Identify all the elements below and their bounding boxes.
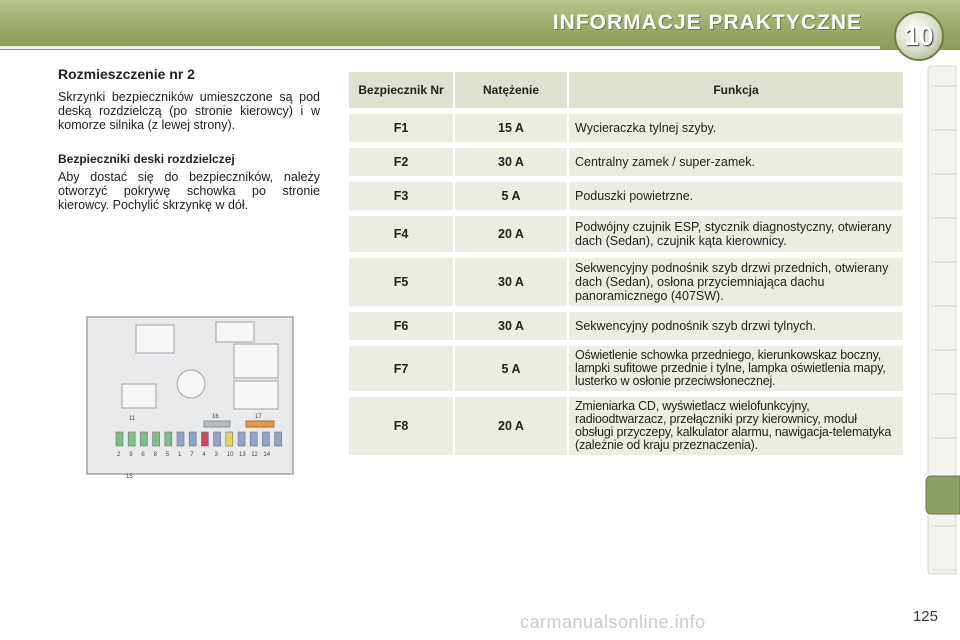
fuse-amperage: 30 A — [455, 258, 567, 306]
fuse-amperage: 30 A — [455, 148, 567, 176]
fuse-amperage: 15 A — [455, 114, 567, 142]
fuse-function: Sekwencyjny podnośnik szyb drzwi tylnych. — [569, 312, 903, 340]
fuse-slot-label: 10 — [226, 452, 234, 458]
fuse-function: Wycieraczka tylnej szyby. — [569, 114, 903, 142]
intro-paragraph: Skrzynki bezpieczników umieszczone są pod deską rozdzielczą (po stronie kierowcy) i w komorze silnika (z lewej strony). — [58, 90, 320, 132]
fuse-slot — [116, 432, 123, 446]
fuse-label-11: 11 — [129, 416, 136, 422]
fuse-number: F7 — [349, 346, 453, 391]
table-row — [349, 148, 903, 176]
fuse-slot — [165, 432, 172, 446]
fuse-amperage: 20 A — [455, 216, 567, 252]
fuse-table — [347, 66, 905, 461]
fuse-function: Sekwencyjny podnośnik szyb drzwi przednich, otwierany dach (Sedan), osłona przyciemniająca dachu panoramicznego (407SW). — [569, 258, 903, 306]
fuse-slot — [226, 432, 233, 446]
fuse-slot-label: 5 — [165, 452, 170, 458]
fuse-function: Oświetlenie schowka przedniego, kierunkowskaz boczny, lampki sufitowe przednie i tylne, lampka oświetlenia mapy, lusterko w osłonie przeciwsłonecznej. — [569, 346, 903, 391]
fuse-box-diagram — [86, 314, 294, 480]
fuse-amperage: 5 A — [455, 346, 567, 391]
table-header-row — [349, 72, 903, 108]
fuse-slot-label: 3 — [214, 452, 218, 458]
relay-left — [122, 384, 156, 408]
fuse-function: Centralny zamek / super-zamek. — [569, 148, 903, 176]
header-divider — [0, 46, 880, 49]
chapter-tabs[interactable] — [926, 66, 960, 574]
fuse-17-maxi — [246, 421, 274, 427]
fuse-number: F1 — [349, 114, 453, 142]
fuse-label-15: 15 — [126, 474, 133, 480]
relay-top-left — [136, 325, 174, 353]
relay-lower-right — [234, 381, 278, 409]
fuse-function: Podwójny czujnik ESP, stycznik diagnostyczny, otwierany dach (Sedan), czujnik kąta kierownicy. — [569, 216, 903, 252]
table-row — [349, 312, 903, 340]
fuse-slot — [238, 432, 245, 446]
header-amperage: Natężenie — [455, 72, 567, 108]
fuse-slot-label: 12 — [251, 452, 258, 458]
fuse-number: F2 — [349, 148, 453, 176]
page-title: INFORMACJE PRAKTYCZNE — [552, 11, 862, 34]
access-instructions: Aby dostać się do bezpieczników, należy otworzyć pokrywę schowka po stronie kierowcy. Pochylić skrzynkę w dół. — [58, 170, 320, 212]
fuse-number: F5 — [349, 258, 453, 306]
fuse-slot — [177, 432, 184, 446]
chapter-badge: 10 — [894, 11, 944, 61]
fuse-slot — [153, 432, 160, 446]
relay-mid-right — [234, 344, 278, 378]
fuse-slot-label: 4 — [202, 452, 206, 458]
fuse-amperage: 30 A — [455, 312, 567, 340]
intro-section — [58, 66, 320, 212]
fuse-slot — [189, 432, 196, 446]
header-function: Funkcja — [569, 72, 903, 108]
fuse-slot — [214, 432, 221, 446]
fuse-slot — [275, 432, 282, 446]
fuse-slot — [201, 432, 208, 446]
table-row — [349, 114, 903, 142]
fuse-slot — [250, 432, 257, 446]
fuse-number: F8 — [349, 397, 453, 455]
fuse-slot — [262, 432, 269, 446]
fuse-slot-label: 7 — [190, 452, 194, 458]
header-bar — [0, 0, 960, 50]
fuse-16-maxi — [204, 421, 230, 427]
fuse-amperage: 20 A — [455, 397, 567, 455]
fuse-number: F4 — [349, 216, 453, 252]
fuse-slot-label: 9 — [129, 452, 133, 458]
fuse-function: Poduszki powietrzne. — [569, 182, 903, 210]
table-row — [349, 397, 903, 455]
table-row — [349, 216, 903, 252]
fuse-slot — [128, 432, 135, 446]
subsection-title: Bezpieczniki deski rozdzielczej — [58, 152, 235, 166]
fuse-slot-label: 14 — [263, 452, 271, 458]
fuse-label-17: 17 — [255, 414, 262, 420]
watermark: carmanualsonline.info — [520, 612, 706, 632]
fuse-amperage: 5 A — [455, 182, 567, 210]
tab-active-chapter[interactable] — [926, 476, 960, 514]
fuse-slot-label: 2 — [117, 452, 121, 458]
fuse-slot-label: 13 — [239, 452, 246, 458]
page-number: 125 — [912, 608, 938, 625]
fuse-slot — [140, 432, 147, 446]
fuse-slot-label: 6 — [141, 452, 145, 458]
fuse-function: Zmieniarka CD, wyświetlacz wielofunkcyjny, radioodtwarzacz, przełączniki przy kierownicy, moduł obsługi przyczepy, kalkulator alarmu, nawigacja-telematyka (zależnie od kraju przeznaczenia). — [569, 397, 903, 455]
section-title: Rozmieszczenie nr 2 — [58, 66, 195, 82]
fuse-number: F3 — [349, 182, 453, 210]
fuse-slot-label: 1 — [178, 452, 182, 458]
table-row — [349, 182, 903, 210]
fuse-number: F6 — [349, 312, 453, 340]
connector-socket — [177, 370, 205, 398]
fuse-slot-label: 8 — [153, 452, 157, 458]
fuse-label-16: 16 — [212, 414, 219, 420]
table-row — [349, 346, 903, 391]
relay-top-right — [216, 322, 254, 342]
header-fuse-number: Bezpiecznik Nr — [349, 72, 453, 108]
table-row — [349, 258, 903, 306]
